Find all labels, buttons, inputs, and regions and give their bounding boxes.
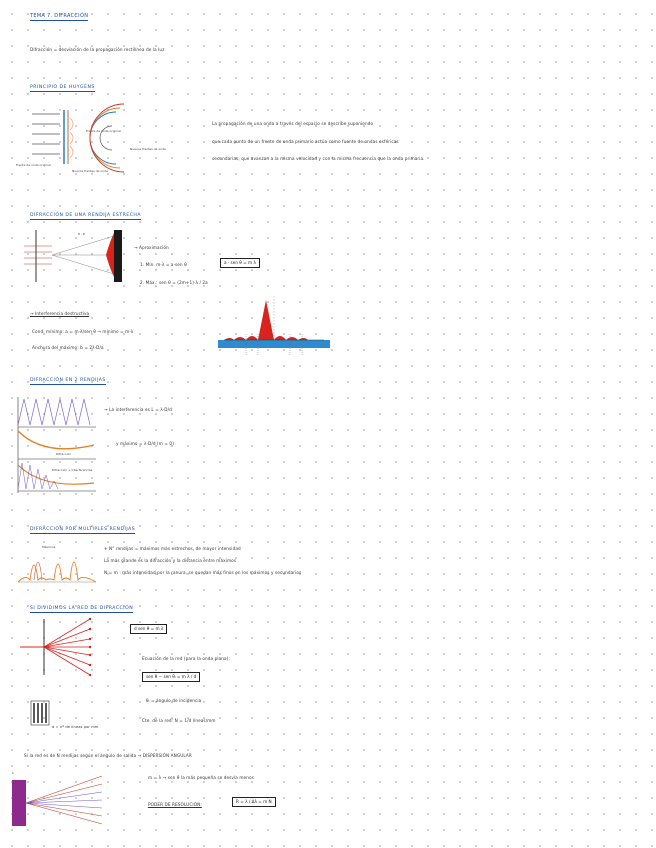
section-heading-single-slit: DIFRACCIÓN DE UNA RENDIJA ESTRECHA [30,213,142,218]
single-slit-boxed-formula: a · sen θ = m λ [220,258,260,268]
huygens-figure [12,104,166,176]
double-slit-label-1: Difracción [56,452,72,456]
double-slit-line-2: y máximo = λ·D/d (m = 0) [116,441,174,446]
huygens-line-2: que cada punto de un frente de onda primario actúa como fuente de ondas esféricas [212,139,399,144]
grating-lines-icon [30,700,50,726]
section-heading-grating: SI DIVIDIMOS LA RED DE DIFRACCIÓN [30,606,134,611]
grating-line-3: Cte. de la red: N = 1/d líneas/mm [142,718,216,723]
section-heading-multiple-slits: DIFRACCIÓN POR MÚLTIPLES RENDIJAS [30,527,136,532]
single-slit-figure [22,228,132,284]
single-slit-line-4: → Interferencia destructiva [30,311,90,316]
single-slit-line-1: → Aproximación [134,245,169,250]
grating-line-1: Ecuación de la red (para la onda plana): [142,656,230,661]
huygens-line-1: La propagación de una onda a través del espacio se describe suponiendo [212,121,374,126]
multiple-slits-line-2: La más grande es la difracción y la distancia entre máximos [104,558,237,563]
single-slit-line-2: 1. Mín. m·λ = a·sen θ [140,262,187,267]
grating-boxed-formula-1: d sen θ = m λ [130,624,167,634]
multiple-slits-line-1: + N° rendijas = máximos más estrechos, de mayor intensidad [104,546,241,551]
multiple-slits-figure [16,540,98,586]
svg-text:θ · D: θ · D [78,232,86,236]
grating-figure [18,615,94,679]
resolving-power-boxed-formula: R = λ / Δλ = m N [232,797,276,807]
svg-text:λ: λ [12,771,14,775]
double-slit-figure [14,395,98,495]
svg-text:Máximos: Máximos [42,545,56,549]
grating-lines-caption: d = nº de líneas por mm [52,725,99,729]
intro-line: Difracción = desviación de la propagación rectilínea de la luz [30,47,165,52]
section-heading-huygens: PRINCIPIO DE HUYGENS [30,85,95,90]
single-slit-line-3: 2. Máx.: sen θ = (2m+1)·λ / 2a [140,280,208,285]
grating-line-2: θᵢ = ángulo de incidencia [146,698,202,703]
dispersion-figure [12,766,106,832]
grating-boxed-formula-2: sen θ − sen θᵢ = m λ / d [142,672,200,682]
multiple-slits-line-3: N = m : más intensidad por la ranura, se quedan más finos en los máximos y secundarios [104,570,302,575]
section-heading-double-slit: DIFRACCIÓN EN 2 RENDIJAS [30,378,106,383]
page-title: TEMA 7. DIFRACCIÓN [30,13,89,19]
dispersion-line-2: m = λ → sen θ la más pequeña se desvía menos [148,775,254,780]
dispersion-line-1: Si la red es de N rendijas según el ángulo de salida → DISPERSIÓN ANGULAR [24,753,192,758]
huygens-line-3: secundarias, que avanzan a la misma velocidad y con la misma frecuencia que la onda primaria. [212,156,425,161]
fig-label-1: Frente de onda original [16,163,51,167]
fig-label-2: Frente de onda original [86,129,121,133]
dispersion-line-3: PODER DE RESOLUCIÓN: [148,802,202,807]
single-slit-line-6: Anchura del máximo: b = 2λ·D/a [32,345,104,350]
fig-label-3: Nuevos frentes de onda [72,169,108,173]
single-slit-intensity-plot [218,294,330,360]
double-slit-label-2: Difracción + Interferencias [52,468,93,472]
single-slit-line-5: Cond. mínimo: a = m·λ/sen θ → mínimo = m·λ [32,329,134,334]
double-slit-line-1: → La interferencia es L = λ·D/d [104,407,172,412]
fig-label-4: Nuevos frentes de onda [130,147,166,151]
